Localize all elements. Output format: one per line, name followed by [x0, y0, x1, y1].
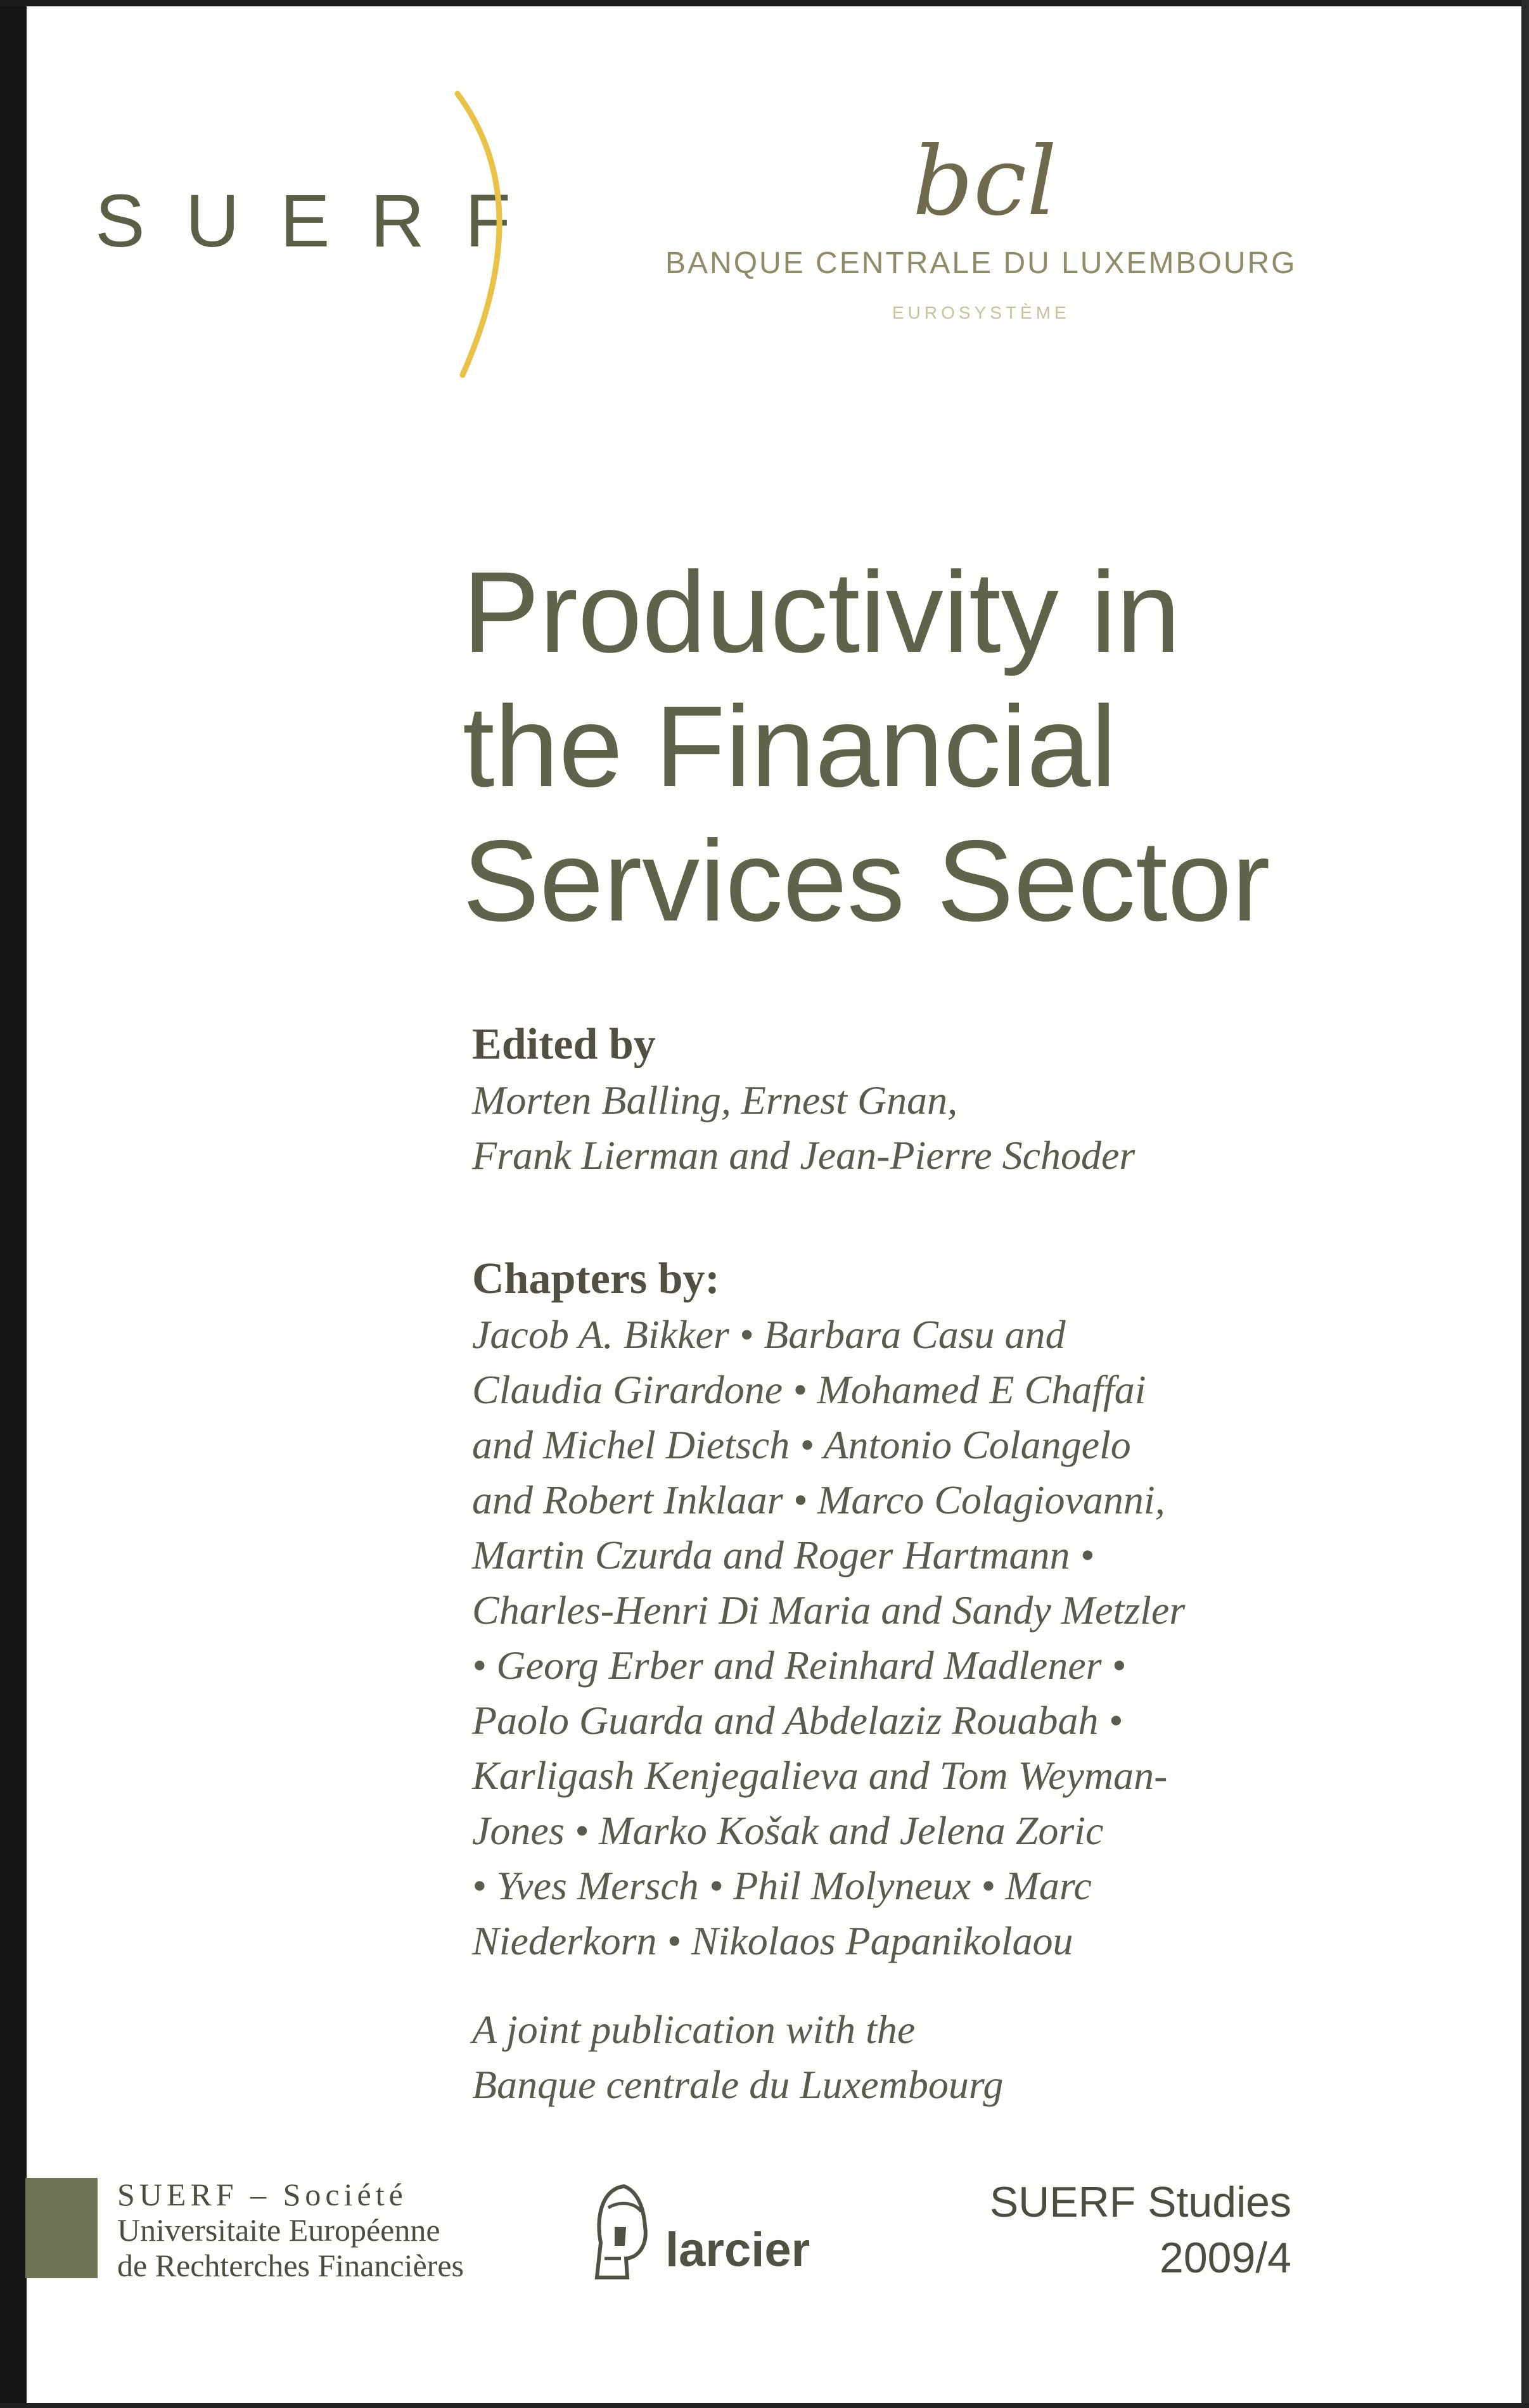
title-line: the Financial [463, 682, 1116, 811]
editors-line: Frank Lierman and Jean-Pierre Schoder [472, 1133, 1136, 1178]
chapters-block [472, 1251, 1410, 1968]
bcl-monogram: bcl [912, 127, 1058, 237]
chapters-line: • Georg Erber and Reinhard Madlener • [472, 1643, 1126, 1688]
chapters-line: Karligash Kenjegalieva and Tom Weyman- [472, 1753, 1168, 1798]
bcl-eurosysteme: EUROSYSTÈME [892, 303, 1070, 322]
scan-edge-top [0, 0, 1529, 6]
suerf-footer-square [25, 2178, 98, 2278]
chapters-line: Charles-Henri Di Maria and Sandy Metzler [472, 1588, 1186, 1633]
chapters-line: Niederkorn • Nikolaos Papanikolaou [472, 1918, 1073, 1963]
chapters-line: and Michel Dietsch • Antonio Colangelo [472, 1422, 1131, 1467]
joint-line: A joint publication with the [472, 2007, 916, 2052]
bcl-name: BANQUE CENTRALE DU LUXEMBOURG [665, 246, 1297, 280]
society-line: de Rechterches Financières [117, 2248, 464, 2283]
series-number: 2009/4 [1160, 2234, 1291, 2282]
scan-edge-right [1521, 0, 1529, 2408]
suerf-logo-text: SUERF [95, 179, 551, 263]
title-line: Services Sector [463, 816, 1270, 945]
chapters-line: Claudia Girardone • Mohamed E Chaffai [472, 1367, 1146, 1412]
larcier-helmet-icon [589, 2182, 659, 2284]
series-name: SUERF Studies [989, 2178, 1291, 2226]
society-name [117, 2177, 464, 2283]
joint-publication-block [472, 2002, 1410, 2112]
series-info [990, 2174, 1291, 2286]
scan-edge-bottom [0, 2403, 1529, 2408]
suerf-logo-arc [444, 89, 532, 380]
editors-block [472, 1017, 1410, 1183]
chapters-line: Jacob A. Bikker • Barbara Casu and [472, 1312, 1066, 1357]
editors-line: Morten Balling, Ernest Gnan, [472, 1078, 958, 1123]
chapters-label: Chapters by: [472, 1254, 720, 1303]
editors-label: Edited by [472, 1020, 656, 1069]
publisher-name: larcier [665, 2223, 810, 2277]
scan-edge-left [0, 0, 27, 2408]
society-line: SUERF – Société [117, 2177, 407, 2212]
joint-line: Banque centrale du Luxembourg [472, 2062, 1004, 2107]
chapters-line: Martin Czurda and Roger Hartmann • [472, 1532, 1094, 1577]
book-title [463, 545, 1426, 948]
chapters-line: Jones • Marko Košak and Jelena Zoric [472, 1808, 1104, 1853]
chapters-line: and Robert Inklaar • Marco Colagiovanni, [472, 1477, 1165, 1522]
chapters-line: Paolo Guarda and Abdelaziz Rouabah • [472, 1698, 1123, 1743]
title-line: Productivity in [463, 547, 1180, 677]
chapters-line: • Yves Mersch • Phil Molyneux • Marc [472, 1863, 1092, 1908]
society-line: Universitaite Européenne [117, 2212, 440, 2248]
